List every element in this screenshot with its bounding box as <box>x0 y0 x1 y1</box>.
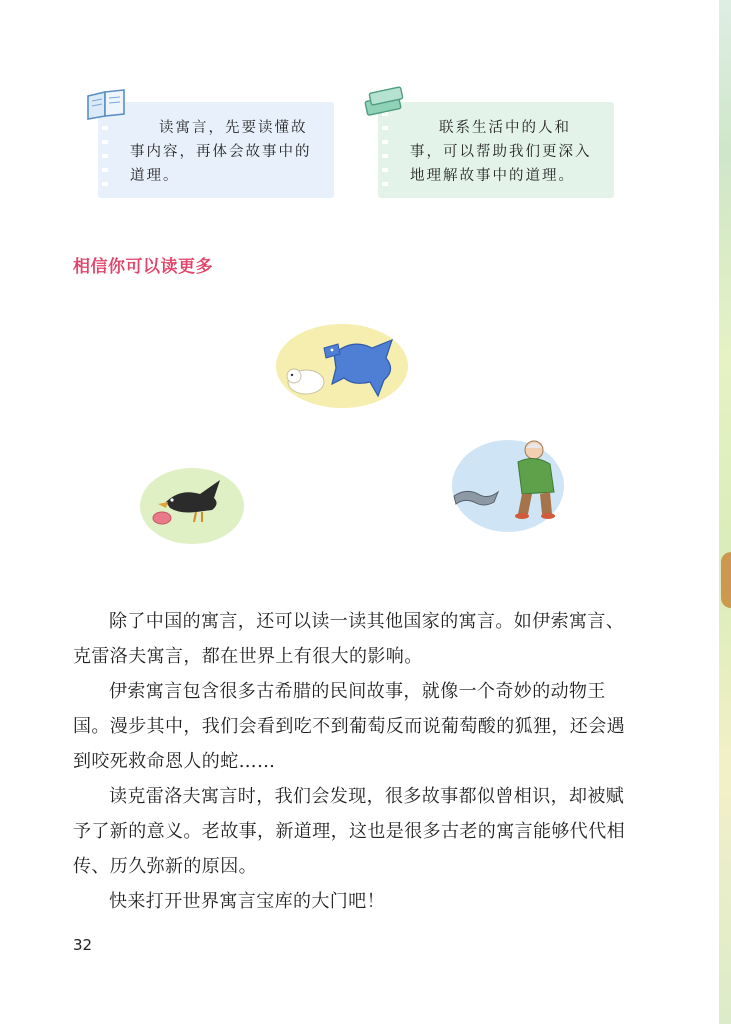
decorative-side-strip <box>719 0 731 1024</box>
wolf-and-lamb-illustration <box>274 318 414 410</box>
farmer-and-snake-illustration <box>450 434 566 534</box>
reading-tip-text: 读寓言，先要读懂故事内容，再体会故事中的道理。 <box>130 120 312 184</box>
life-connection-tip-text: 联系生活中的人和事，可以帮助我们更深入地理解故事中的道理。 <box>410 120 592 184</box>
body-text <box>73 604 633 919</box>
open-book-icon <box>84 86 128 122</box>
body-paragraph: 伊索寓言包含很多古希腊的民间故事，就像一个奇妙的动物王国。漫步其中，我们会看到吃不到葡萄反而说葡萄酸的狐狸，还会遇到咬死救命恩人的蛇…… <box>73 681 625 772</box>
reading-tip-note <box>98 102 334 198</box>
crow-illustration <box>140 464 248 548</box>
closed-book-icon <box>362 84 408 120</box>
section-heading: 相信你可以读更多 <box>73 257 213 277</box>
life-connection-tip-note <box>378 102 614 198</box>
page-number: 32 <box>73 936 93 954</box>
decorative-side-blob <box>721 552 731 608</box>
body-paragraph: 快来打开世界寓言宝库的大门吧！ <box>109 891 385 912</box>
body-paragraph: 读克雷洛夫寓言时，我们会发现，很多故事都似曾相识，却被赋予了新的意义。老故事，新道理，这也是很多古老的寓言能够代代相传、历久弥新的原因。 <box>73 786 625 877</box>
body-paragraph: 除了中国的寓言，还可以读一读其他国家的寓言。如伊索寓言、克雷洛夫寓言，都在世界上有很大的影响。 <box>73 611 625 667</box>
